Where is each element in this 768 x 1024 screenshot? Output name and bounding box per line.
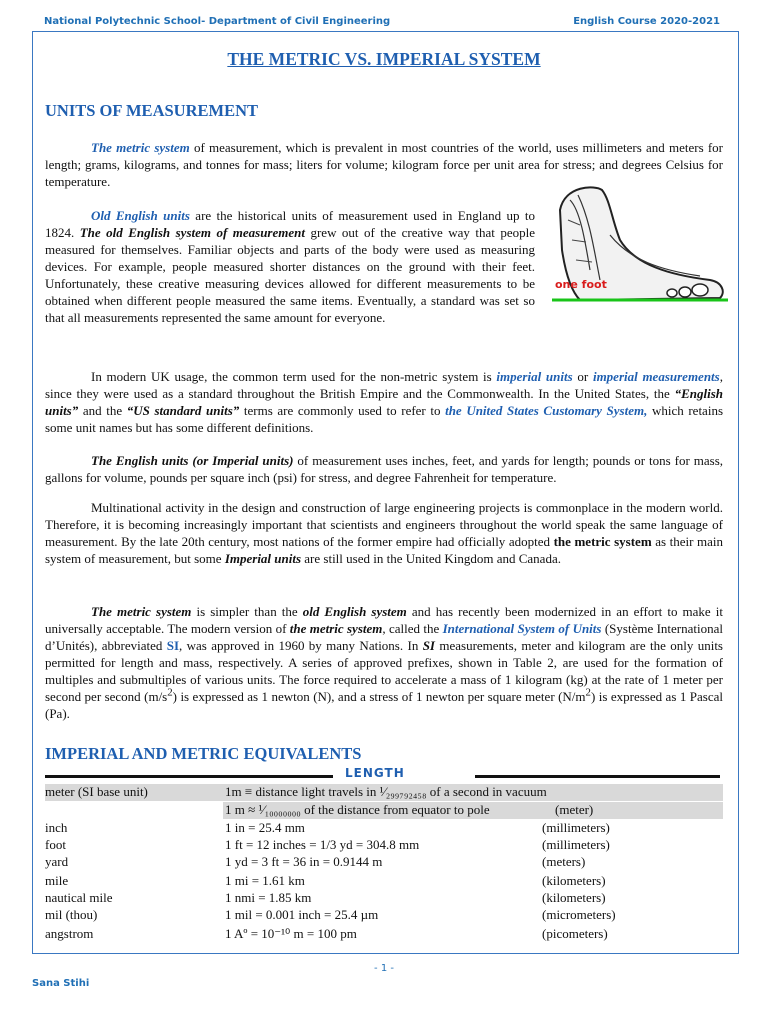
table-row: foot 1 ft = 12 inches = 1/3 yd = 304.8 mm (millimeters)	[45, 837, 610, 852]
paragraph-imperial-units: In modern UK usage, the common term used for the non-metric system is imperial units or imperial measurements, since they were used as a standard throughout the British Empire and the Commonwealth. In the United States, the “English units” and the “US standard units” terms are commonly used to refer to the United States Customary System, which retains some unit names but has some different definitions.	[45, 369, 723, 435]
table-row: 1 m ≈ ¹⁄₁₀₀₀₀₀₀₀ of the distance from equator to pole (meter)	[223, 802, 723, 819]
link-imperial-measurements[interactable]: imperial measurements	[592, 369, 720, 384]
author-name: Sana Stihi	[32, 978, 90, 989]
table-row: meter (SI base unit) 1m ≡ distance light travels in ¹⁄₂₉₉₇₉₂₄₅₈ of a second in vacuum	[45, 784, 723, 801]
term-old-english-units: Old English units	[91, 208, 190, 223]
foot-illustration	[550, 180, 730, 315]
table-row: mil (thou) 1 mil = 0.001 inch = 25.4 µm (micrometers)	[45, 907, 616, 922]
paragraph-multinational: Multinational activity in the design and construction of large engineering projects is commonplace in the modern world. Therefore, it is becoming increasingly important that scientists and engineers throughout the world speak the same language of measurement. By the late 20th century, most nations of the former empire had officially adopted the metric system as their main system of measurement, but some Imperial units are still used in the United Kingdom and Canada.	[45, 500, 723, 566]
page-title: THE METRIC VS. IMPERIAL SYSTEM	[227, 49, 541, 69]
link-international-system-of-units[interactable]: International System of Units	[442, 621, 602, 636]
table-row: angstrom 1 Aº = 10⁻¹⁰ m = 100 pm (picometers)	[45, 926, 608, 941]
paragraph-metric-system: The metric system of measurement, which is prevalent in most countries of the world, uses millimeters and meters for length; grams, kilograms, and tonnes for mass; liters for volume; kilogram force per unit area for stress; and degrees Celsius for temperature.	[45, 140, 724, 189]
header-course: English Course 2020-2021	[573, 16, 720, 27]
table-row: inch 1 in = 25.4 mm (millimeters)	[45, 820, 610, 835]
table-row: mile 1 mi = 1.61 km (kilometers)	[45, 873, 606, 888]
table-row: yard 1 yd = 3 ft = 36 in = 0.9144 m (meters)	[45, 854, 586, 869]
foot-label: one foot	[555, 278, 607, 291]
section-heading-equivalents: IMPERIAL AND METRIC EQUIVALENTS	[45, 744, 362, 763]
link-us-customary-system[interactable]: the United States Customary System,	[445, 403, 648, 418]
link-imperial-units[interactable]: imperial units	[496, 369, 573, 384]
header-institution: National Polytechnic School- Department of Civil Engineering	[44, 16, 391, 27]
page-number: - 1 -	[374, 963, 394, 974]
length-divider	[45, 766, 720, 780]
term-metric-system: The metric system	[91, 140, 190, 155]
table-row: nautical mile 1 nmi = 1.85 km (kilometers)	[45, 890, 606, 905]
paragraph-si-system: The metric system is simpler than the old English system and has recently been modernized in an effort to make it universally acceptable. The modern version of the metric system, called the International System of Units (Système International d’Unités), abbreviated SI, was approved in 1960 by many Nations. In SI measurements, meter and kilogram are the only units permitted for length and mass, respectively. A series of approved prefixes, shown in Table 2, are used for the formation of multiples and submultiples of various units. The force required to accelerate a mass of 1 kilogram (kg) at the rate of 1 meter per second per second $(m/s^2)$ is expressed as 1 newton (N), and a stress of 1 newton per square meter $(N/m^2)$ is expressed as 1 Pascal (Pa).	[45, 604, 723, 721]
link-si[interactable]: SI	[166, 638, 180, 653]
term-english-units: The English units (or Imperial units)	[91, 453, 294, 468]
length-label: LENGTH	[345, 766, 405, 780]
section-heading-units: UNITS OF MEASUREMENT	[45, 101, 258, 120]
paragraph-english-units: The English units (or Imperial units) of measurement uses inches, feet, and yards for length; pounds or tons for mass, gallons for volume, pounds per square inch (psi) for stress, and degree Fahrenheit for temperature.	[45, 453, 724, 485]
page-header	[0, 12, 768, 32]
paragraph-old-english-units: Old English units are the historical units of measurement used in England up to 1824. The old English system of measurement grew out of the creative way that people measured for themselves. Familiar objects and parts of the body were used as measuring devices. For example, people measured shorter distances on the ground with their feet. Unfortunately, these creative measuring devices allowed for different measurements to be obtained when different people measured the same items. Eventually, a standard was set so that all measurements represented the same amount for everyone.	[45, 208, 536, 325]
